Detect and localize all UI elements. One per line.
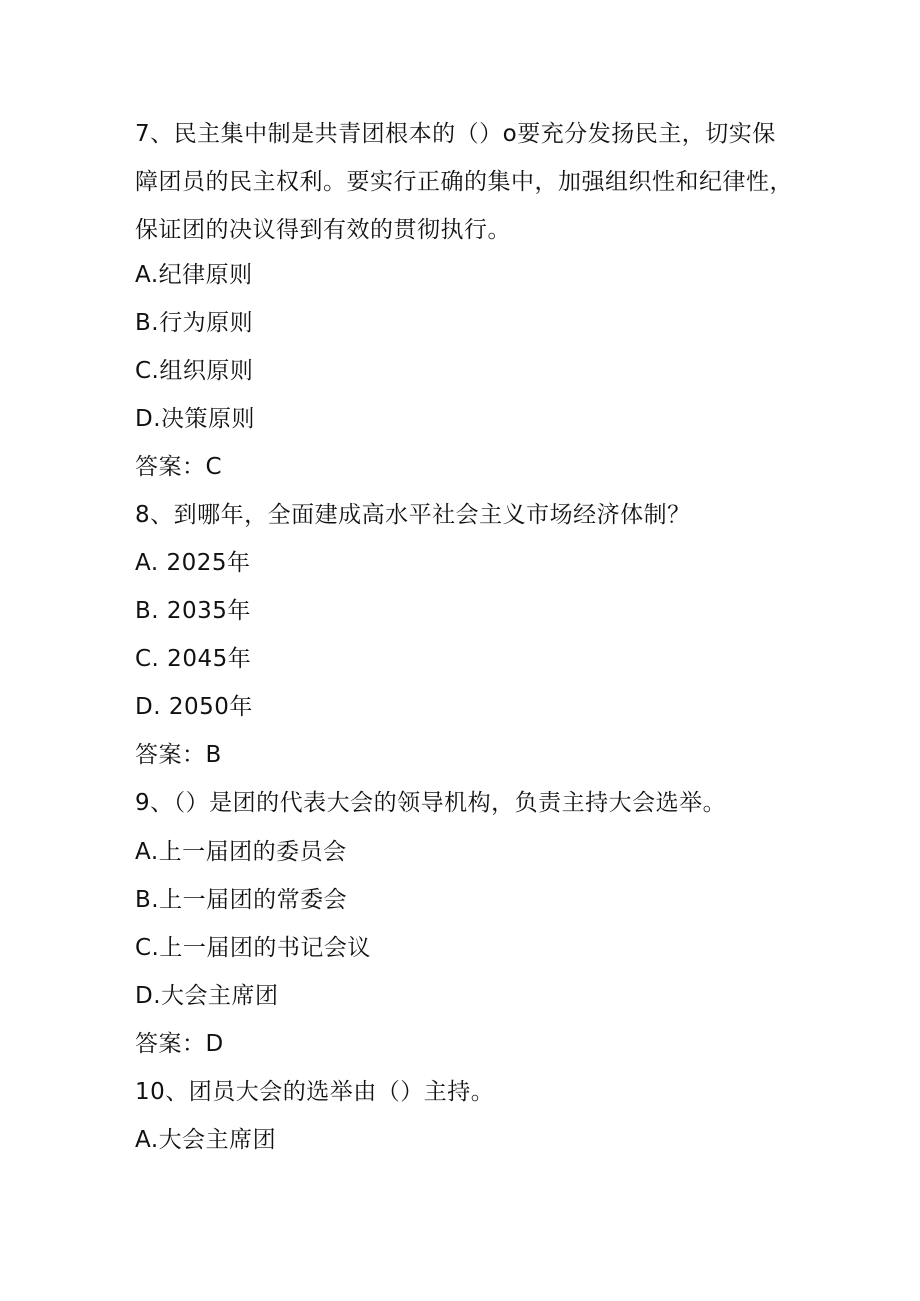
question-8-option-d: D. 2050年 (135, 694, 253, 720)
question-7-option-a: A.纪律原则 (135, 262, 253, 288)
question-9-answer: 答案：D (135, 1031, 224, 1057)
question-8-option-c: C. 2045年 (135, 646, 252, 672)
question-9-option-c: C.上一届团的书记会议 (135, 935, 371, 961)
question-8-answer: 答案：B (135, 742, 222, 768)
question-9-option-d: D.大会主席团 (135, 983, 279, 1009)
question-8-option-a: A. 2025年 (135, 550, 251, 576)
question-10-option-a: A.大会主席团 (135, 1127, 277, 1153)
question-9-option-b: B.上一届团的常委会 (135, 887, 348, 913)
question-7-option-b: B.行为原则 (135, 310, 254, 336)
question-7-answer: 答案：C (135, 454, 223, 480)
question-7-option-d: D.决策原则 (135, 406, 256, 432)
question-9-option-a: A.上一届团的委员会 (135, 839, 347, 865)
question-8-option-b: B. 2035年 (135, 598, 251, 624)
question-8-stem: 8、到哪年，全面建成高水平社会主义市场经济体制？ (135, 502, 691, 528)
question-7-stem: 7、民主集中制是共青团根本的（）o要充分发扬民主，切实保障团员的民主权利。要实行正确的集中，加强组织性和纪律性，保证团的决议得到有效的贯彻执行。 (135, 121, 793, 243)
question-9-stem: 9、（）是团的代表大会的领导机构，负责主持大会选举。 (135, 790, 727, 816)
question-10-stem: 10、团员大会的选举由（）主持。 (135, 1079, 495, 1105)
question-7-option-c: C.组织原则 (135, 358, 254, 384)
